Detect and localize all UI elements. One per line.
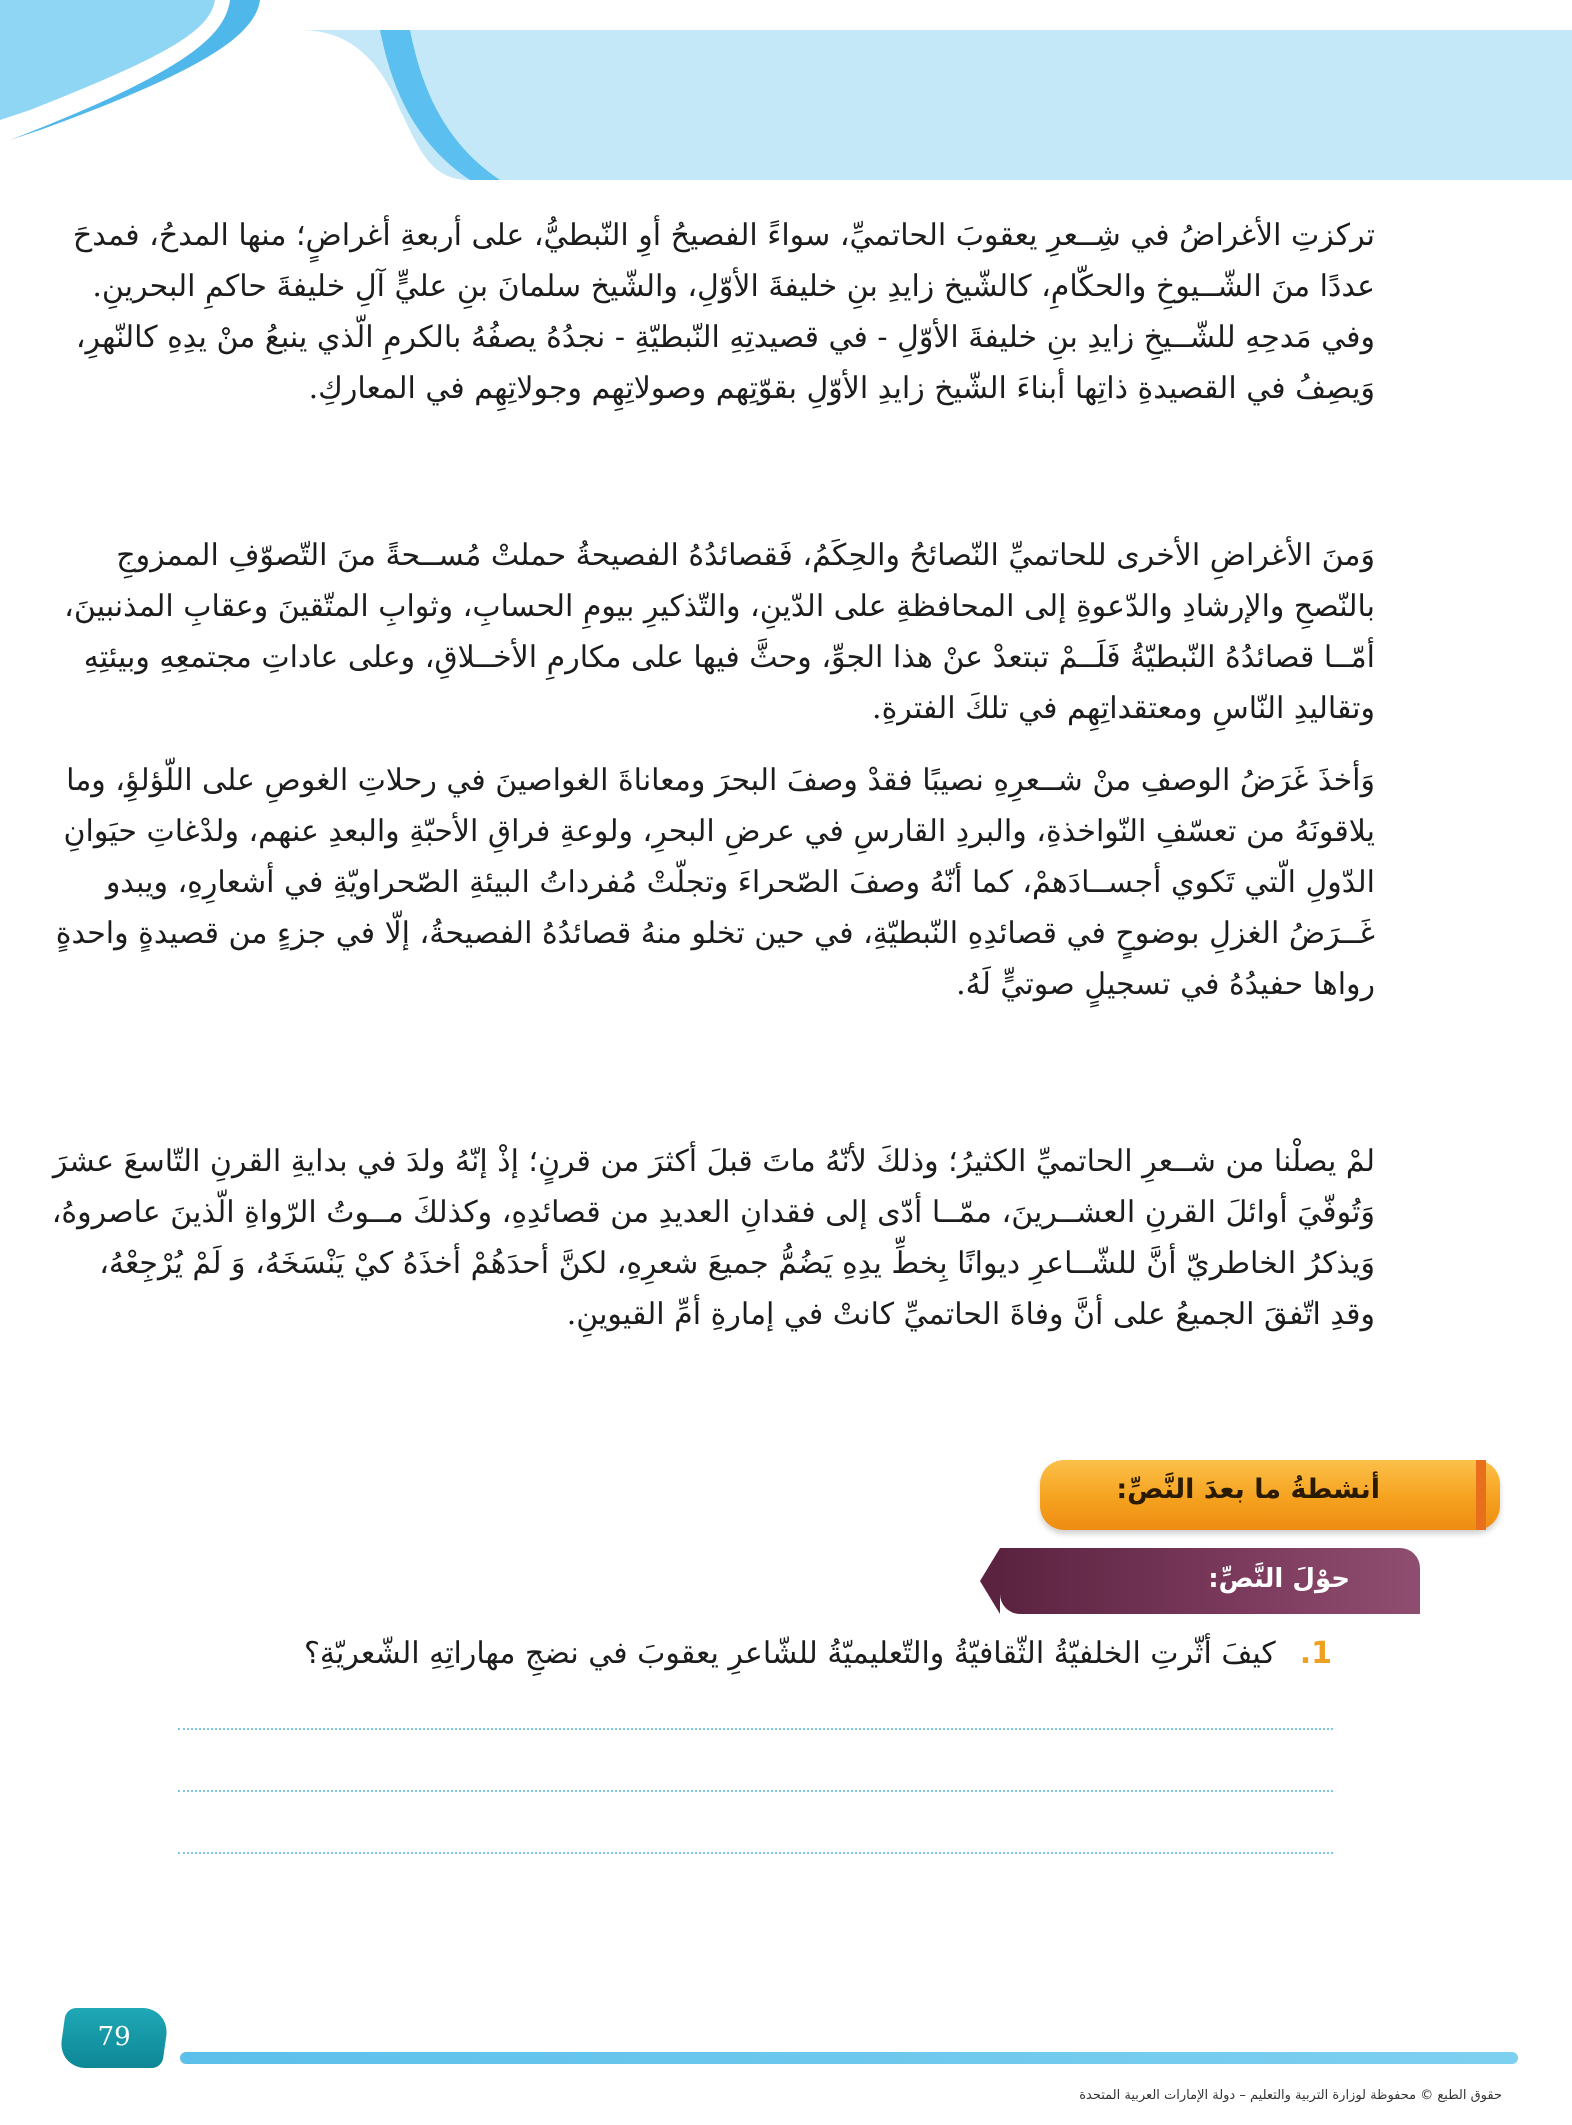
answer-line[interactable] [178, 1790, 1333, 1792]
badge-notch [980, 1548, 1000, 1614]
text-line: لمْ يصلْنا من شــعرِ الحاتميِّ الكثيرُ؛ وذلكَ لأنّهُ ماتَ قبلَ أكثرَ من قرنٍ؛ إذْ إنّهُ ولدَ في بدايةِ القرنِ التّاسعَ عشرَ [52, 1144, 1375, 1179]
text-line: وتقاليدِ النّاسِ ومعتقداتِهِم في تلكَ الفترةِ. [872, 691, 1375, 726]
text-line: تركزتِ الأغراضُ في شِــعرِ يعقوبَ الحاتميِّ، سواءً الفصيحُ أوِ النّبطيُّ، على أربعةِ أغراضٍ؛ منها المدحُ، فمدحَ [72, 218, 1375, 253]
paragraph-advice-wisdom [64, 530, 1375, 734]
text-line: عددًا منَ الشّــيوخِ والحكّامِ، كالشّيخ زايدِ بنِ خليفةَ الأوّلِ، والشّيخ سلمانَ بنِ عليٍّ آلِ خليفةَ حاكمِ البحرينِ. [92, 269, 1375, 304]
page-number-badge [58, 2008, 170, 2068]
footer-divider [180, 2052, 1518, 2064]
activities-section-badge [1040, 1460, 1500, 1530]
copyright-notice: حقوق الطبع © محفوظة لوزارة التربية والتعليم – دولة الإمارات العربية المتحدة [1079, 2088, 1502, 2103]
text-line: وفي مَدحِهِ للشّــيخِ زايدِ بنِ خليفةَ الأوّلِ - في قصيدتِهِ النّبطيّةِ - نجدُهُ يصفُهُ بالكرمِ الّذي ينبعُ منْ يدِهِ كالنّهرِ، [75, 320, 1375, 355]
badge-accent-stripe [1476, 1460, 1486, 1530]
text-line: وقدِ اتّفقَ الجميعُ على أنَّ وفاةَ الحاتميِّ كانتْ في إمارةِ أمِّ القيوينِ. [566, 1297, 1375, 1332]
page-number: 79 [97, 2022, 131, 2052]
answer-line[interactable] [178, 1728, 1333, 1730]
activities-section-title: أنشطةُ ما بعدَ النَّصِّ: [1116, 1474, 1380, 1505]
text-line: وَتُوفّيَ أوائلَ القرنِ العشــرينَ، ممّــا أدّى إلى فقدانِ العديدِ من قصائدِهِ، وكذلكَ مــوتُ الرّواةِ الّذينَ عاصروهُ، [51, 1195, 1375, 1230]
text-line: وَيصِفُ في القصيدةِ ذاتِها أبناءَ الشّيخ زايدِ الأوّلِ بقوّتِهم وصولاتِهِم وجولاتِهِم في المعاركِ. [308, 371, 1375, 406]
text-line: وَيذكرُ الخاطريّ أنَّ للشّــاعرِ ديوانًا بِخطِّ يدِهِ يَضُمُّ جميعَ شعرِهِ، لكنَّ أحدَهُمْ أخذَهُ كيْ يَنْسَخَهُ، وَ لَمْ يُرْجِعْهُ، [99, 1246, 1375, 1281]
paragraph-lost-poetry [51, 1136, 1375, 1340]
text-line: أمّــا قصائدُهُ النّبطيّةُ فَلَــمْ تبتعدْ عنْ هذا الجوِّ، وحثَّ فيها على مكارمِ الأخــلاقِ، وعلى عاداتِ مجتمعِهِ وبيئتِهِ [83, 640, 1375, 675]
header-light-band [300, 30, 1572, 180]
about-text-subsection-title: حوْلَ النَّصِّ: [1208, 1564, 1350, 1594]
paragraph-themes-praise [72, 210, 1375, 414]
answer-line[interactable] [178, 1852, 1333, 1854]
question-text: كيفَ أثّرتِ الخلفيّةُ الثّقافيّةُ والتّعليميّةُ للشّاعرِ يعقوبَ في نضجِ مهاراتِهِ الشّعريّةِ؟ [303, 1636, 1276, 1671]
about-text-subsection-badge [1000, 1548, 1420, 1614]
text-line: رواها حفيدُهُ في تسجيلٍ صوتيٍّ لَهُ. [956, 967, 1375, 1002]
text-line: بالنّصحِ والإرشادِ والدّعوةِ إلى المحافظةِ على الدّينِ، والتّذكيرِ بيومِ الحسابِ، وثوابِ المتّقينَ وعقابِ المذنبينَ، [64, 589, 1375, 624]
question-1 [304, 1636, 1332, 1671]
text-line: وَأخذَ غَرَضُ الوصفِ منْ شــعرِهِ نصيبًا فقدْ وصفَ البحرَ ومعاناةَ الغواصينَ في رحلاتِ الغوصِ على اللّؤلؤِ، وما [66, 763, 1375, 798]
text-line: وَمنَ الأغراضِ الأخرى للحاتميِّ النّصائحُ والحِكَمُ، فَقصائدُهُ الفصيحةُ حملتْ مُســحةً منَ التّصوّفِ الممزوجِ [116, 538, 1375, 573]
text-line: غَــرَضُ الغزلِ بوضوحٍ في قصائدِهِ النّبطيّةِ، في حين تخلو منهُ قصائدُهُ الفصيحةُ، إلّا في جزءٍ من قصيدةٍ واحدةٍ [55, 916, 1375, 951]
text-line: يلاقونَهُ من تعسّفِ النّواخذةِ، والبردِ القارسِ في عرضِ البحرِ، ولوعةِ فراقِ الأحبّةِ والبعدِ عنهم، ولدْغاتِ حيَوانِ [63, 814, 1375, 849]
question-number: 1. [1299, 1636, 1332, 1671]
paragraph-description [55, 755, 1375, 1010]
text-line: الدّولِ الّتي تَكوي أجســادَهمْ، كما أنّهُ وصفَ الصّحراءَ وتجلّتْ مُفرداتُ البيئةِ الصّحراويّةِ في أشعارِهِ، ويبدو [105, 865, 1375, 900]
header-decoration [0, 0, 1572, 200]
